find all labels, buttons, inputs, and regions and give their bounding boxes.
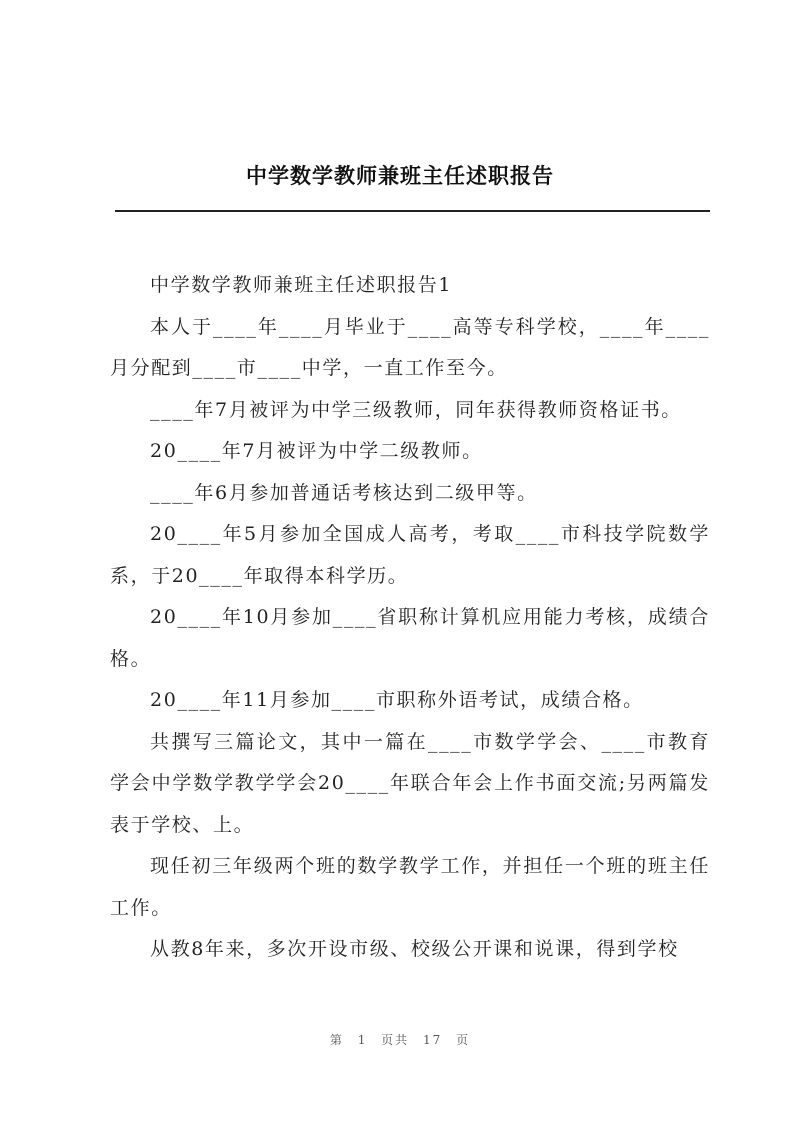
- paragraph: 从教8年来，多次开设市级、校级公开课和说课，得到学校: [150, 938, 679, 960]
- paragraph-heading: 中学数学教师兼班主任述职报告1: [150, 274, 453, 296]
- footer-page-number: 1: [357, 1033, 368, 1047]
- paragraph: ____年7月被评为中学三级教师，同年获得教师资格证书。: [150, 398, 682, 421]
- paragraph: 现任初三年级两个班的数学教学工作，并担任一个班的班主任工作。: [110, 855, 710, 919]
- footer-page-end-label: 页: [456, 1033, 471, 1047]
- page-footer: [0, 1031, 800, 1048]
- document-body: [110, 265, 710, 971]
- document-title: 中学数学教师兼班主任述职报告: [246, 163, 554, 188]
- paragraph: 20____年7月被评为中学二级教师。: [150, 440, 483, 462]
- paragraph: 20____年11月参加____市职称外语考试，成绩合格。: [150, 689, 644, 711]
- footer-of-total-label: 页共: [381, 1033, 410, 1047]
- paragraph: 20____年10月参加____省职称计算机应用能力考核，成绩合格。: [110, 606, 710, 670]
- paragraph: 共撰写三篇论文，其中一篇在____市数学学会、____市教育学会中学数学教学学会20____年联合年会上作书面交流;另两篇发表于学校、上。: [110, 730, 710, 836]
- paragraph: 本人于____年____月毕业于____高等专科学校，____年____月分配到____市____中学，一直工作至今。: [110, 315, 710, 379]
- footer-total-pages: 17: [423, 1033, 443, 1047]
- title-divider: [115, 210, 710, 212]
- paragraph: ____年6月参加普通话考核达到二级甲等。: [150, 481, 538, 504]
- paragraph: 20____年5月参加全国成人高考，考取____市科技学院数学系，于20____年取得本科学历。: [110, 523, 710, 587]
- footer-page-label: 第: [329, 1033, 344, 1047]
